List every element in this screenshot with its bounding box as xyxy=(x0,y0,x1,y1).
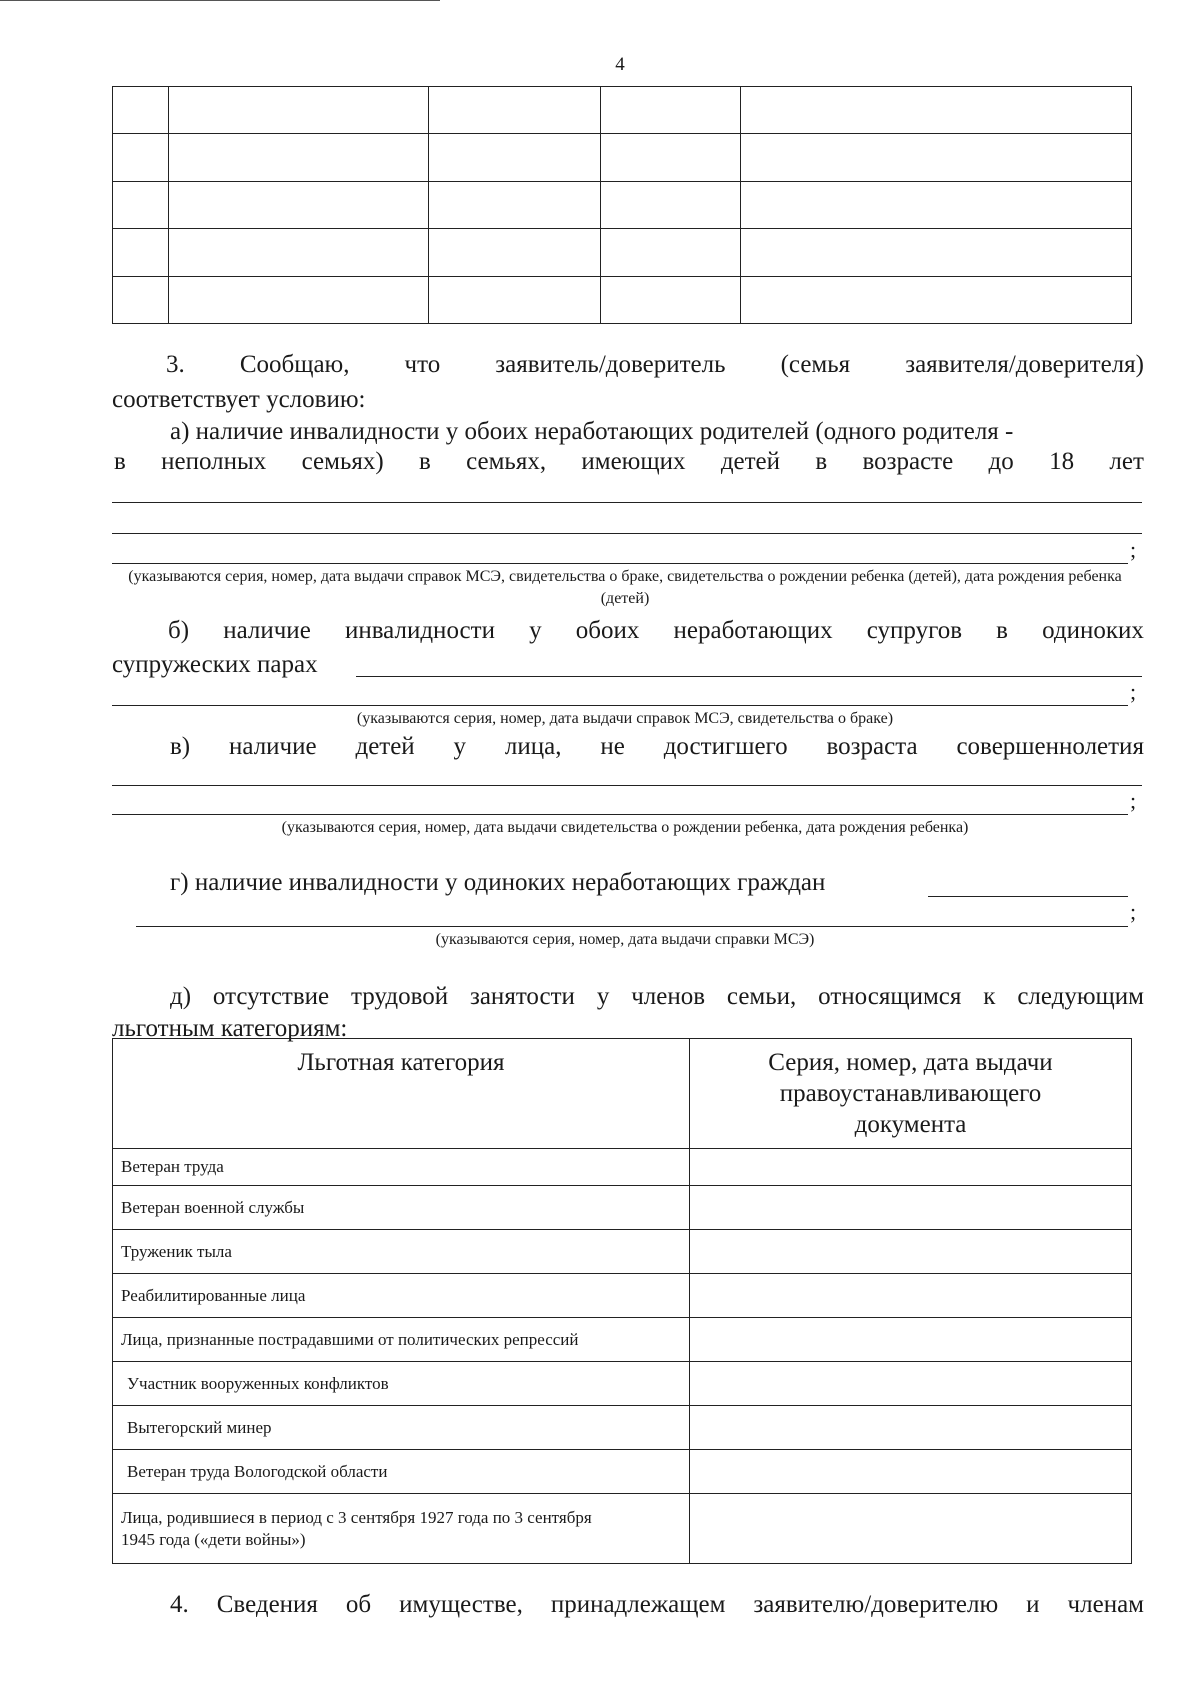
item-g-line1: г) наличие инвалидности у одиноких неработающих граждан xyxy=(170,869,826,896)
category-cell: Лица, признанные пострадавшими от политических репрессий xyxy=(113,1318,690,1362)
table-row xyxy=(113,229,1132,276)
item-a-line2: в неполных семьях) в семьях, имеющих детей в возрасте до 18 лет xyxy=(114,448,1144,475)
note-g: (указываются серия, номер, дата выдачи справки МСЭ) xyxy=(435,931,815,948)
scan-edge-mark xyxy=(0,0,440,1)
item-d-line1: д) отсутствие трудовой занятости у членов семьи, относящимся к следующим xyxy=(170,983,1144,1010)
category-cell: Ветеран военной службы xyxy=(113,1186,690,1230)
document-cell xyxy=(690,1362,1132,1406)
table-row xyxy=(113,1362,1132,1406)
table-row xyxy=(113,181,1132,228)
fill-line-a2 xyxy=(112,533,1142,534)
fill-line-g2 xyxy=(136,926,1128,927)
document-cell xyxy=(690,1149,1132,1186)
document-cell xyxy=(690,1318,1132,1362)
category-cell: Лица, родившиеся в период с 3 сентября 1927 года по 3 сентября 1945 года («дети войны») xyxy=(113,1494,690,1564)
top-empty-table xyxy=(112,86,1132,324)
fill-line-b1 xyxy=(356,676,1142,677)
table-row xyxy=(113,1230,1132,1274)
table-row xyxy=(113,1274,1132,1318)
table-row xyxy=(113,87,1132,134)
category-cell: Ветеран труда Вологодской области xyxy=(113,1450,690,1494)
fill-line-v1 xyxy=(112,785,1142,786)
note-v: (указываются серия, номер, дата выдачи свидетельства о рождении ребенка, дата рождения ребенка) xyxy=(281,819,969,836)
table-row xyxy=(113,1450,1132,1494)
category-cell: Реабилитированные лица xyxy=(113,1274,690,1318)
table-row xyxy=(113,1318,1132,1362)
document-cell xyxy=(690,1230,1132,1274)
page-number: 4 xyxy=(615,54,625,75)
table-row xyxy=(113,1406,1132,1450)
fill-line-b2 xyxy=(112,705,1128,706)
fill-line-v2 xyxy=(112,814,1128,815)
category-cell: Вытегорский минер xyxy=(113,1406,690,1450)
category-cell: Труженик тыла xyxy=(113,1230,690,1274)
fill-line-a3 xyxy=(112,563,1128,564)
section3-intro-line2: соответствует условию: xyxy=(112,386,366,413)
document-cell xyxy=(690,1186,1132,1230)
table-header-row xyxy=(113,1039,1132,1149)
benefit-category-table xyxy=(112,1038,1132,1564)
document-cell xyxy=(690,1494,1132,1564)
semicolon-g: ; xyxy=(1130,899,1137,924)
note-a: (указываются серия, номер, дата выдачи справок МСЭ, свидетельства о браке, свидетельства о рождении ребенка (детей), дата рождения ребенка (детей) xyxy=(128,568,1122,607)
section3-intro-line1: 3. Сообщаю, что заявитель/доверитель (семья заявителя/доверителя) xyxy=(166,351,1144,378)
semicolon-b: ; xyxy=(1130,679,1137,704)
document-cell xyxy=(690,1274,1132,1318)
semicolon-a: ; xyxy=(1130,537,1137,562)
fill-line-a1 xyxy=(112,502,1142,503)
category-cell: Участник вооруженных конфликтов xyxy=(113,1362,690,1406)
header-document: Серия, номер, дата выдачи правоустанавливающего документа xyxy=(690,1039,1132,1149)
item-b-line1: б) наличие инвалидности у обоих неработающих супругов в одиноких xyxy=(168,617,1144,644)
category-cell: Ветеран труда xyxy=(113,1149,690,1186)
document-cell xyxy=(690,1450,1132,1494)
table-row xyxy=(113,1186,1132,1230)
section4-line: 4. Сведения об имуществе, принадлежащем заявителю/доверителю и членам xyxy=(170,1591,1144,1618)
item-d-line2: льготным категориям: xyxy=(112,1015,348,1042)
item-b-line2: супружеских парах xyxy=(112,651,318,678)
header-category: Льготная категория xyxy=(113,1039,690,1149)
note-b: (указываются серия, номер, дата выдачи справок МСЭ, свидетельства о браке) xyxy=(356,710,894,727)
table-row xyxy=(113,276,1132,323)
fill-line-g1 xyxy=(928,896,1128,897)
table-row xyxy=(113,134,1132,181)
item-a-line1: а) наличие инвалидности у обоих неработающих родителей (одного родителя - xyxy=(170,418,1014,445)
table-row xyxy=(113,1494,1132,1564)
table-row xyxy=(113,1149,1132,1186)
item-v-line1: в) наличие детей у лица, не достигшего возраста совершеннолетия xyxy=(170,733,1144,760)
semicolon-v: ; xyxy=(1130,788,1137,813)
document-cell xyxy=(690,1406,1132,1450)
